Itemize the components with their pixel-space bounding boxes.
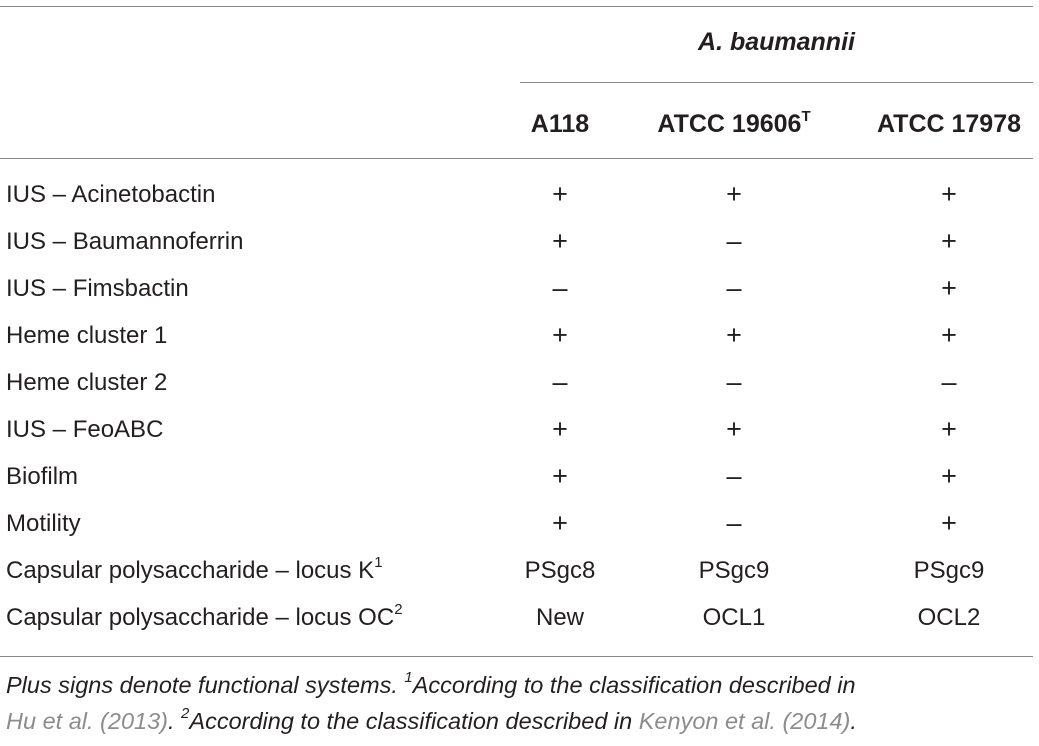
table-cell: – (726, 226, 742, 256)
column-header-atcc-19606: ATCC $19606^T$ (657, 107, 811, 138)
bottom-rule (0, 656, 1033, 657)
row-label: IUS – Acinetobactin (6, 181, 216, 208)
table-cell: + (941, 226, 957, 256)
header-rule (0, 158, 1033, 159)
table-cell: + (552, 226, 568, 256)
row-label: Motility (6, 510, 81, 537)
row-label: Heme cluster 1 (6, 322, 168, 349)
row-label: IUS – Baumannoferrin (6, 228, 244, 255)
table-cell: + (726, 414, 742, 444)
table-cell: + (941, 414, 957, 444)
row-label: IUS – Fimsbactin (6, 275, 189, 302)
row-label: Biofilm (6, 463, 79, 490)
table-cell: + (726, 320, 742, 350)
table-cell: + (941, 461, 957, 491)
row-label: IUS – FeoABC (6, 416, 164, 443)
table-cell: + (941, 179, 957, 209)
table-row (0, 171, 1039, 218)
table-row (0, 265, 1039, 312)
table-cell: + (941, 273, 957, 303)
row-label: Capsular polysaccharide – locus $OC^2$ (6, 601, 403, 631)
table-footnote (6, 667, 1036, 739)
table-cell: New (535, 604, 584, 631)
row-label: Heme cluster 2 (6, 369, 168, 396)
row-label: Capsular polysaccharide – locus $K^1$ (6, 554, 383, 584)
table-cell: + (552, 179, 568, 209)
table-cell: + (552, 461, 568, 491)
table-cell: + (552, 320, 568, 350)
table-cell: OCL2 (917, 604, 981, 631)
table-row (0, 453, 1039, 500)
reference-link-hu-2013[interactable]: Hu et al. (2013) (6, 708, 168, 734)
top-rule (0, 6, 1033, 7)
table-cell: + (726, 179, 742, 209)
group-rule (520, 82, 1033, 83)
table-row (0, 218, 1039, 265)
table-cell: – (941, 367, 957, 397)
table-cell: – (726, 461, 742, 491)
footnote-line-1: Plus signs denote functional systems. $^1$According to the classification described in (6, 669, 856, 698)
table-cell: – (726, 508, 742, 538)
table-cell: + (552, 508, 568, 538)
table-row (0, 500, 1039, 547)
table-cell: + (941, 320, 957, 350)
table-row (0, 547, 1039, 594)
group-header: A. baumannii (698, 28, 855, 56)
table-cell: – (726, 273, 742, 303)
column-header-atcc-17978: ATCC 17978 (876, 110, 1022, 138)
reference-link-kenyon-2014[interactable]: Kenyon et al. (2014) (638, 708, 851, 734)
table-row (0, 312, 1039, 359)
table-row (0, 594, 1039, 641)
table-cell: + (552, 414, 568, 444)
table-cell: PSgc9 (698, 557, 770, 584)
table-row (0, 406, 1039, 453)
table-cell: + (941, 508, 957, 538)
table-row (0, 359, 1039, 406)
table-cell: – (552, 273, 568, 303)
table-cell: – (726, 367, 742, 397)
column-header-a118: A118 (530, 110, 590, 138)
table-cell: PSgc8 (524, 557, 596, 584)
table-cell: PSgc9 (913, 557, 985, 584)
table-cell: OCL1 (702, 604, 766, 631)
table-cell: – (552, 367, 568, 397)
footnote-line-2: Hu et al. (2013). $^2$According to the classification described in Kenyon et al. (2014). (6, 705, 857, 734)
